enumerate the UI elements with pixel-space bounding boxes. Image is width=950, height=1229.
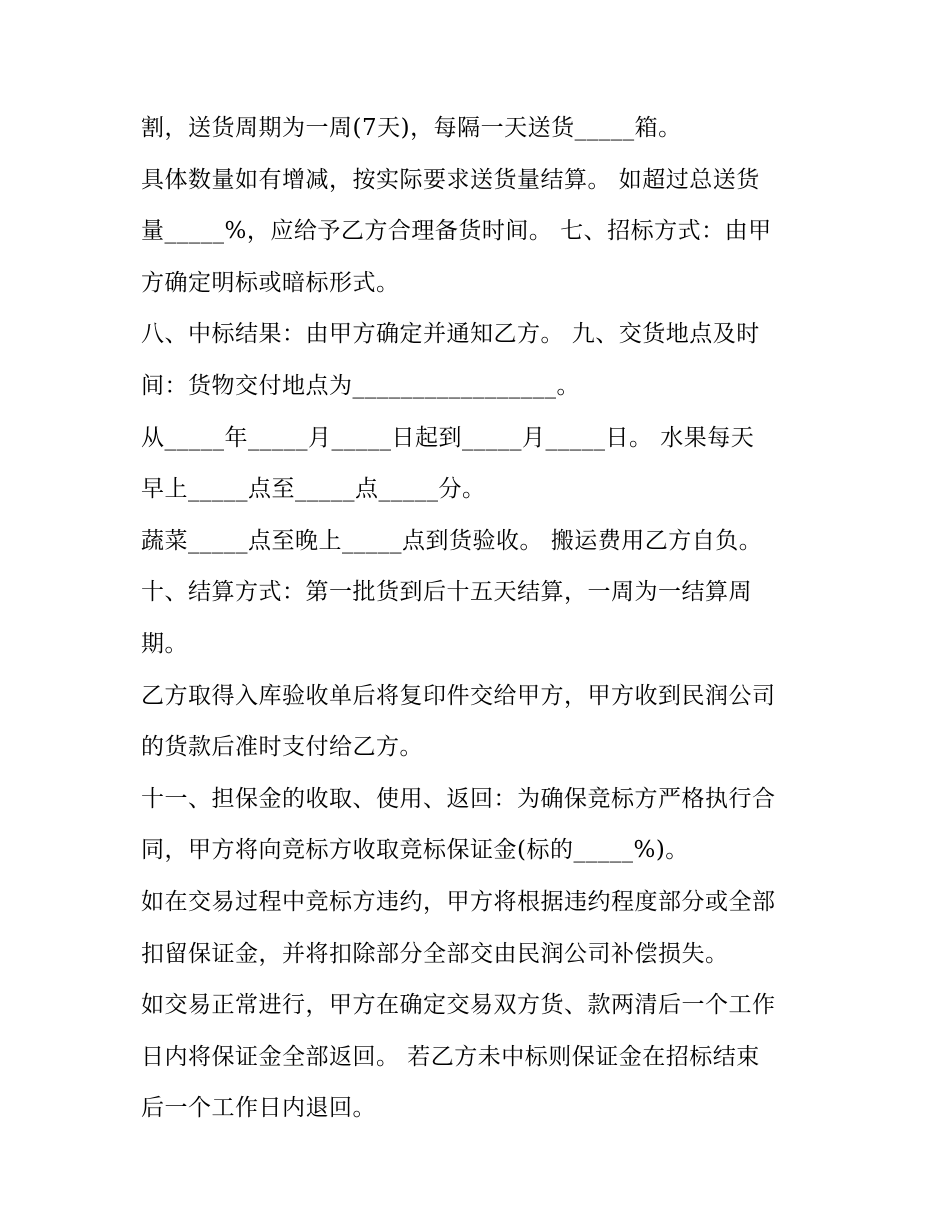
text-line: 具体数量如有增减，按实际要求送货量结算。 如超过总送货 <box>141 166 760 193</box>
text-line: 间：货物交付地点为_________________。 <box>141 372 580 399</box>
text-line: 后一个工作日内退回。 <box>141 1095 376 1122</box>
text-line: 日内将保证金全部返回。 若乙方未中标则保证金在招标结束 <box>141 1043 760 1070</box>
text-line: 蔬菜_____点至晚上_____点到货验收。 搬运费用乙方自负。 <box>141 527 763 554</box>
text-line: 扣留保证金，并将扣除部分全部交由民润公司补偿损失。 <box>141 940 729 967</box>
text-line: 量_____%，应给予乙方合理备货时间。 七、招标方式：由甲 <box>141 218 772 245</box>
text-line: 同，甲方将向竞标方收取竞标保证金(标的_____%)。 <box>141 837 689 864</box>
text-line: 十一、担保金的收取、使用、返回：为确保竞标方严格执行合 <box>141 785 776 812</box>
text-line: 的货款后准时支付给乙方。 <box>141 734 423 761</box>
text-line: 八、中标结果：由甲方确定并通知乙方。 九、交货地点及时 <box>141 321 760 348</box>
contract-text <box>141 103 821 1135</box>
text-line: 乙方取得入库验收单后将复印件交给甲方，甲方收到民润公司 <box>141 682 776 709</box>
text-line: 早上_____点至_____点_____分。 <box>141 476 486 503</box>
text-line: 期。 <box>141 630 188 657</box>
text-line: 割，送货周期为一周(7天)，每隔一天送货_____箱。 <box>141 115 682 141</box>
text-line: 如交易正常进行，甲方在确定交易双方货、款两清后一个工作 <box>141 992 776 1019</box>
text-line: 从_____年_____月_____日起到_____月_____日。 水果每天 <box>141 424 755 451</box>
text-line: 如在交易过程中竞标方违约，甲方将根据违约程度部分或全部 <box>141 888 776 915</box>
text-line: 十、结算方式：第一批货到后十五天结算，一周为一结算周 <box>141 579 752 606</box>
text-line: 方确定明标或暗标形式。 <box>141 269 400 296</box>
